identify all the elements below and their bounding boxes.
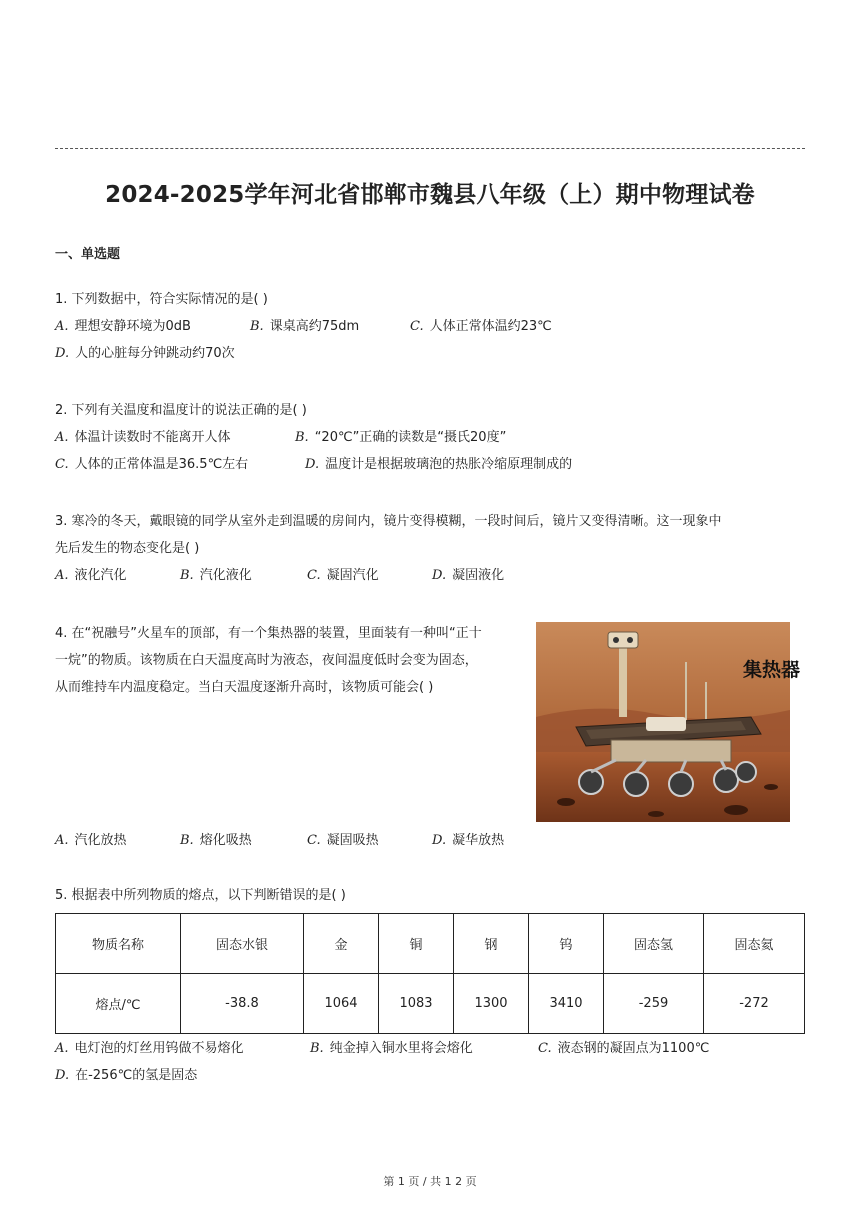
table-cell: 熔点/℃ — [56, 974, 181, 1034]
page-footer: 第 1 页 / 共 1 2 页 — [383, 1175, 477, 1188]
options-row — [55, 562, 722, 589]
table-cell: 钨 — [529, 914, 604, 974]
option-c[interactable]: C. 液态钢的凝固点为1100℃ — [538, 1041, 710, 1056]
options-row — [55, 1035, 709, 1062]
exam-title: 2024-2025学年河北省邯郸市魏县八年级（上）期中物理试卷 — [105, 182, 755, 208]
table-header-row — [56, 914, 805, 974]
option-a[interactable]: A. 电灯泡的灯丝用钨做不易熔化 — [55, 1041, 244, 1056]
option-b[interactable]: B. 课桌高约75dm — [250, 319, 360, 334]
options-row — [55, 424, 572, 451]
question-stem-line-1: 3. 寒冷的冬天，戴眼镜的同学从室外走到温暖的房间内，镜片变得模糊，一段时间后，镜片又变得清晰。这一现象中 — [55, 514, 722, 529]
question-2 — [55, 397, 572, 478]
option-d[interactable]: D. 温度计是根据玻璃泡的热胀冷缩原理制成的 — [305, 457, 573, 472]
option-d[interactable]: D. 在-256℃的氢是固态 — [55, 1068, 198, 1083]
table-cell: 铜 — [379, 914, 454, 974]
table-cell: 固态氢 — [604, 914, 704, 974]
table-cell: -272 — [704, 974, 805, 1034]
section-heading: 一、单选题 — [55, 247, 121, 262]
question-5 — [55, 882, 346, 909]
question-1 — [55, 286, 552, 367]
table-cell: 物质名称 — [56, 914, 181, 974]
option-a[interactable]: A. 液化汽化 — [55, 568, 127, 583]
table-cell: 固态水银 — [181, 914, 304, 974]
question-stem: 5. 根据表中所列物质的熔点，以下判断错误的是( ) — [55, 888, 346, 903]
option-b[interactable]: B. 纯金掉入铜水里将会熔化 — [310, 1041, 473, 1056]
question-stem: 2. 下列有关温度和温度计的说法正确的是( ) — [55, 403, 307, 418]
image-label-heat-collector: 集热器 — [743, 659, 801, 681]
table-cell: 1300 — [454, 974, 529, 1034]
top-dashed-divider — [55, 148, 805, 149]
options-row — [55, 827, 504, 854]
options-row — [55, 313, 552, 340]
option-b[interactable]: B. 熔化吸热 — [180, 833, 252, 848]
question-4-options — [55, 827, 504, 854]
table-cell: 1064 — [304, 974, 379, 1034]
option-c[interactable]: C. 人体正常体温约23℃ — [410, 319, 552, 334]
option-c[interactable]: C. 人体的正常体温是36.5℃左右 — [55, 457, 249, 472]
option-a[interactable]: A. 理想安静环境为0dB — [55, 319, 191, 334]
table-cell: -259 — [604, 974, 704, 1034]
table-cell: 1083 — [379, 974, 454, 1034]
option-a[interactable]: A. 汽化放热 — [55, 833, 127, 848]
mars-rover-image — [536, 622, 790, 822]
question-stem-line-2: 先后发生的物态变化是( ) — [55, 541, 200, 556]
table-row — [56, 974, 805, 1034]
option-d[interactable]: D. 凝固液化 — [432, 568, 505, 583]
table-cell: 金 — [304, 914, 379, 974]
option-c[interactable]: C. 凝固汽化 — [307, 568, 379, 583]
option-c[interactable]: C. 凝固吸热 — [307, 833, 379, 848]
question-4-stem: 4. 在“祝融号”火星车的顶部，有一个集热器的装置，里面装有一种叫“正十 一烷”的物质。该物质在白天温度高时为液态，夜间温度低时会变为固态， 从而维持车内温度稳定。当白天温度逐渐升高时，该物质可能会( ) — [55, 626, 482, 695]
question-5-options — [55, 1035, 709, 1089]
options-row — [55, 1062, 709, 1089]
option-d[interactable]: D. 人的心脏每分钟跳动约70次 — [55, 346, 235, 361]
options-row — [55, 340, 552, 367]
options-row — [55, 451, 572, 478]
question-stem: 1. 下列数据中，符合实际情况的是( ) — [55, 292, 268, 307]
table-cell: 3410 — [529, 974, 604, 1034]
table-cell: 固态氦 — [704, 914, 805, 974]
question-3 — [55, 508, 722, 589]
table-cell: -38.8 — [181, 974, 304, 1034]
option-b[interactable]: B. 汽化液化 — [180, 568, 252, 583]
option-d[interactable]: D. 凝华放热 — [432, 833, 505, 848]
option-b[interactable]: B. “20℃”正确的读数是“摄氏20度” — [295, 430, 507, 445]
table-cell: 钢 — [454, 914, 529, 974]
option-a[interactable]: A. 体温计读数时不能离开人体 — [55, 430, 231, 445]
melting-point-table — [55, 913, 805, 1034]
